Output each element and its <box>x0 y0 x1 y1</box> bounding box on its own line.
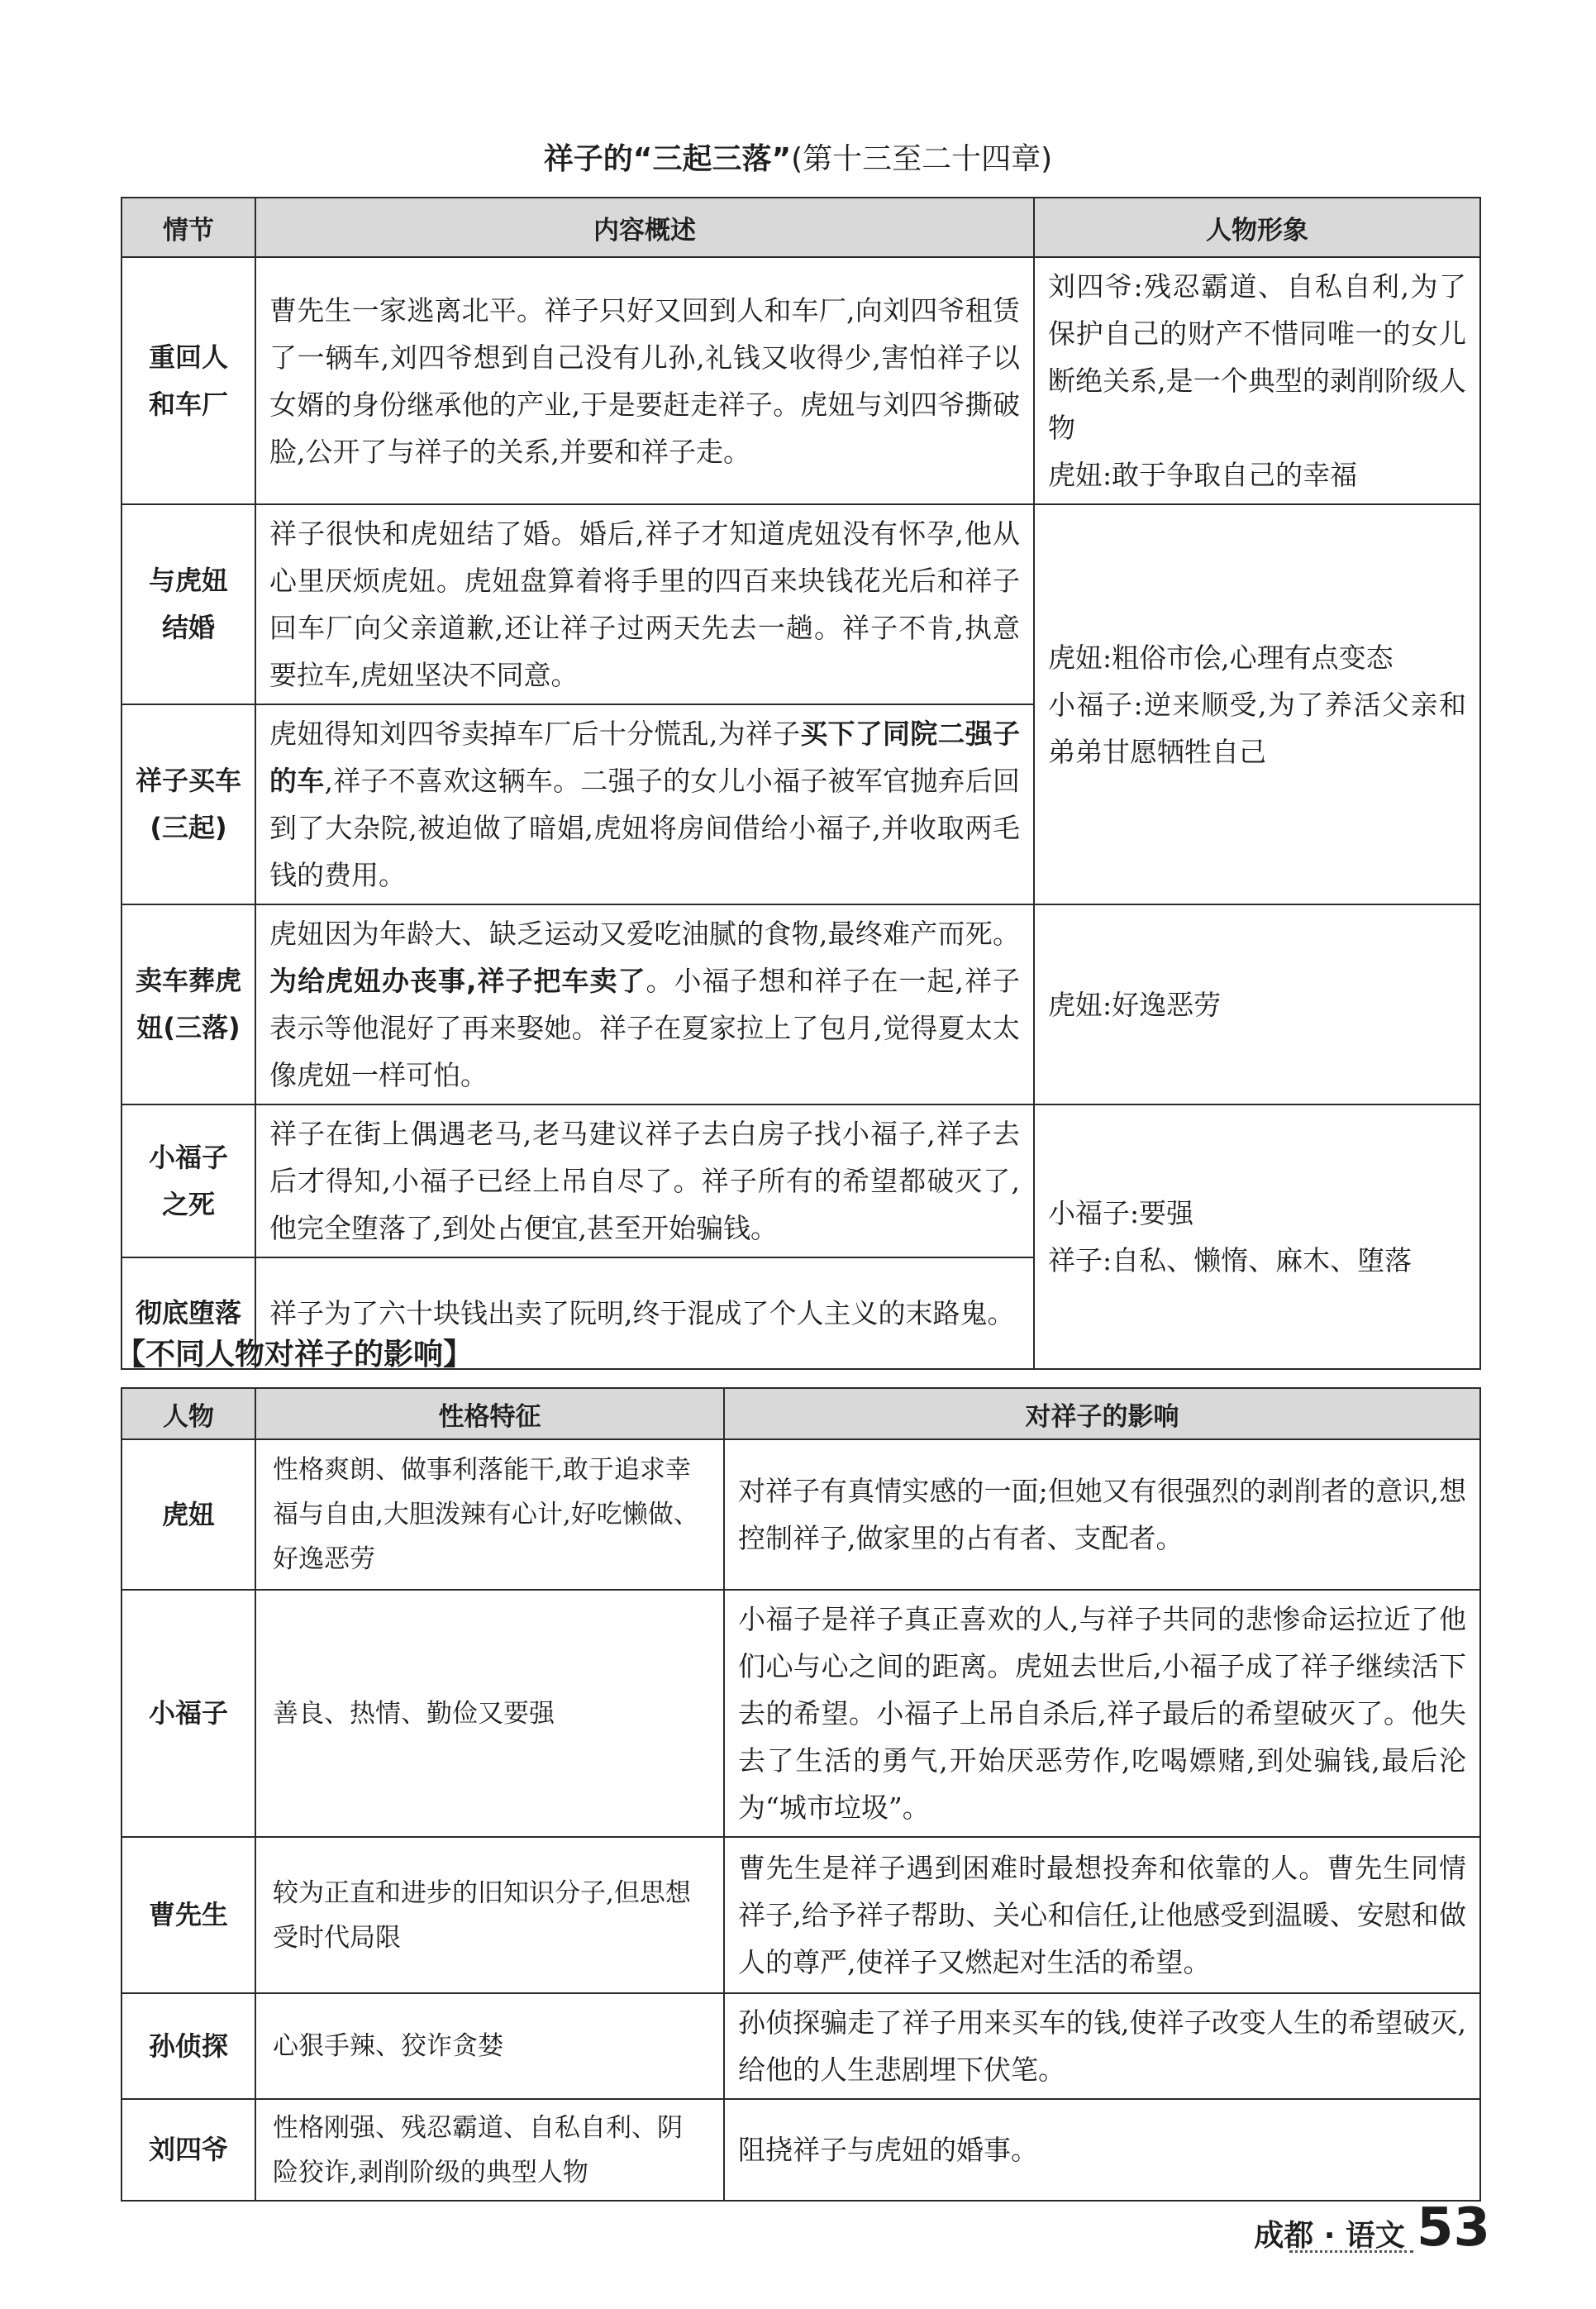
page-title-main: 祥子的“三起三落” <box>543 142 792 176</box>
row-character-image: 虎妞:粗俗市侩,心理有点变态 小福子:逆来顺受,为了养活父亲和弟弟甘愿牺牲自己 <box>1034 504 1480 904</box>
table-row <box>121 257 1480 504</box>
table-row <box>121 1104 1480 1257</box>
person-name: 小福子 <box>121 1590 255 1837</box>
table-row <box>121 1439 1480 1590</box>
person-name: 孙侦探 <box>121 1993 255 2099</box>
person-traits: 较为正直和进步的旧知识分子,但思想受时代局限 <box>255 1837 724 1993</box>
person-influence: 曹先生是祥子遇到困难时最想投奔和依靠的人。曹先生同情祥子,给予祥子帮助、关心和信任,让他感受到温暖、安慰和做人的尊严,使祥子又燃起对生活的希望。 <box>724 1837 1480 1993</box>
row-summary: 曹先生一家逃离北平。祥子只好又回到人和车厂,向刘四爷租赁了一辆车,刘四爷想到自己没有儿孙,礼钱又收得少,害怕祥子以女婿的身份继承他的产业,于是要赶走祥子。虎妞与刘四爷撕破脸,公开了与祥子的关系,并要和祥子走。 <box>255 257 1034 504</box>
row-summary: 虎妞得知刘四爷卖掉车厂后十分慌乱,为祥子买下了同院二强子的车,祥子不喜欢这辆车。二强子的女儿小福子被军官抛弃后回到了大杂院,被迫做了暗娼,虎妞将房间借给小福子,并收取两毛钱的费用。 <box>255 704 1034 904</box>
header-summary: 内容概述 <box>255 198 1034 257</box>
row-label: 重回人 和车厂 <box>121 257 255 504</box>
table-row <box>121 504 1480 704</box>
row-summary: 虎妞因为年龄大、缺乏运动又爱吃油腻的食物,最终难产而死。为给虎妞办丧事,祥子把车卖了。小福子想和祥子在一起,祥子表示等他混好了再来娶她。祥子在夏家拉上了包月,觉得夏太太像虎妞一样可怕。 <box>255 904 1034 1104</box>
plot-table <box>121 197 1481 1370</box>
header-traits: 性格特征 <box>255 1388 724 1439</box>
header-character-image: 人物形象 <box>1034 198 1480 257</box>
row-summary: 祥子很快和虎妞结了婚。婚后,祥子才知道虎妞没有怀孕,他从心里厌烦虎妞。虎妞盘算着将手里的四百来块钱花光后和祥子回车厂向父亲道歉,还让祥子过两天先去一趟。祥子不肯,执意要拉车,虎妞坚决不同意。 <box>255 504 1034 704</box>
person-traits: 心狠手辣、狡诈贪婪 <box>255 1993 724 2099</box>
page-title-chapters: (第十三至二十四章) <box>791 142 1053 176</box>
person-traits: 性格爽朗、做事利落能干,敢于追求幸福与自由,大胆泼辣有心计,好吃懒做、好逸恶劳 <box>255 1439 724 1590</box>
page-footer <box>1254 2197 1490 2259</box>
header-influence: 对祥子的影响 <box>724 1388 1480 1439</box>
person-name: 曹先生 <box>121 1837 255 1993</box>
influence-table <box>121 1387 1481 2202</box>
influence-table-header <box>121 1388 1480 1439</box>
person-name: 刘四爷 <box>121 2099 255 2201</box>
person-influence: 阻挠祥子与虎妞的婚事。 <box>724 2099 1480 2201</box>
table-row <box>121 904 1480 1104</box>
header-plot: 情节 <box>121 198 255 257</box>
table-row <box>121 1590 1480 1837</box>
row-label: 祥子买车 (三起) <box>121 704 255 904</box>
page-title <box>0 139 1596 180</box>
table-row <box>121 1993 1480 2099</box>
table-row <box>121 1837 1480 1993</box>
row-character-image: 小福子:要强 祥子:自私、懒惰、麻木、堕落 <box>1034 1104 1480 1369</box>
person-traits: 性格刚强、残忍霸道、自私自利、阴险狡诈,剥削阶级的典型人物 <box>255 2099 724 2201</box>
page-number: 53 <box>1416 2197 1490 2259</box>
person-influence: 小福子是祥子真正喜欢的人,与祥子共同的悲惨命运拉近了他们心与心之间的距离。虎妞去世后,小福子成了祥子继续活下去的希望。小福子上吊自杀后,祥子最后的希望破灭了。他失去了生活的勇气,开始厌恶劳作,吃喝嫖赌,到处骗钱,最后沦为“城市垃圾”。 <box>724 1590 1480 1837</box>
person-influence: 孙侦探骗走了祥子用来买车的钱,使祥子改变人生的希望破灭,给他的人生悲剧埋下伏笔。 <box>724 1993 1480 2099</box>
row-label: 与虎妞 结婚 <box>121 504 255 704</box>
person-name: 虎妞 <box>121 1439 255 1590</box>
person-traits: 善良、热情、勤俭又要强 <box>255 1590 724 1837</box>
person-influence: 对祥子有真情实感的一面;但她又有很强烈的剥削者的意识,想控制祥子,做家里的占有者、支配者。 <box>724 1439 1480 1590</box>
header-person: 人物 <box>121 1388 255 1439</box>
row-label: 小福子 之死 <box>121 1104 255 1257</box>
footer-subject: 成都 · 语文 <box>1254 2219 1405 2253</box>
footer-divider <box>1289 2250 1413 2253</box>
row-character-image: 刘四爷:残忍霸道、自私自利,为了保护自己的财产不惜同唯一的女儿断绝关系,是一个典型的剥削阶级人物 虎妞:敢于争取自己的幸福 <box>1034 257 1480 504</box>
plot-table-header <box>121 198 1480 257</box>
row-character-image: 虎妞:好逸恶劳 <box>1034 904 1480 1104</box>
row-summary: 祥子为了六十块钱出卖了阮明,终于混成了个人主义的末路鬼。 <box>255 1257 1034 1369</box>
table-row <box>121 2099 1480 2201</box>
row-label: 彻底堕落 <box>121 1257 255 1369</box>
row-summary: 祥子在街上偶遇老马,老马建议祥子去白房子找小福子,祥子去后才得知,小福子已经上吊自尽了。祥子所有的希望都破灭了,他完全堕落了,到处占便宜,甚至开始骗钱。 <box>255 1104 1034 1257</box>
influence-heading: 【不同人物对祥子的影响】 <box>116 1338 474 1372</box>
row-label: 卖车葬虎 妞(三落) <box>121 904 255 1104</box>
